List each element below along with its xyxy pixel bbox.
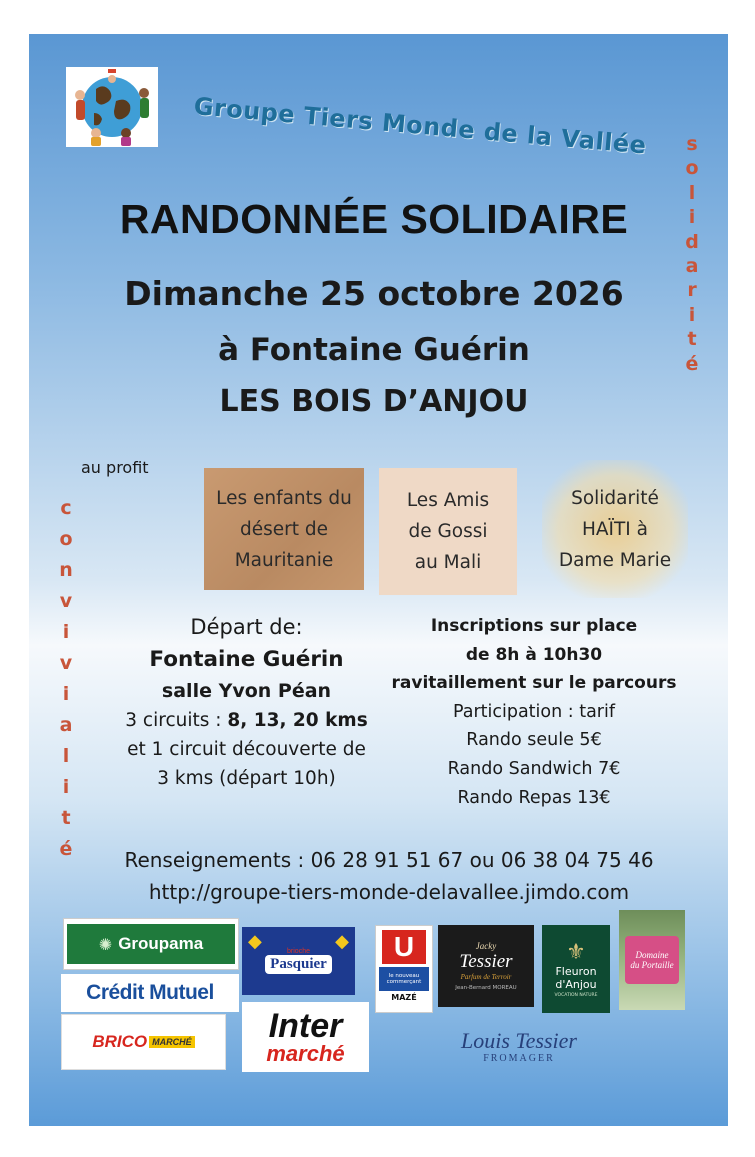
poster bbox=[29, 34, 728, 1126]
sponsor-fleuron-anjou bbox=[542, 925, 610, 1013]
event-date: Dimanche 25 octobre 2026 bbox=[124, 274, 624, 313]
vertical-word-convivialite bbox=[54, 493, 78, 865]
contact-block bbox=[89, 844, 689, 908]
discovery-line-1: et 1 circuit découverte de bbox=[127, 739, 366, 760]
pasquier-brioche-label: brioche bbox=[287, 948, 310, 955]
beneficiary-line: Solidarité bbox=[571, 487, 659, 509]
departure-block bbox=[109, 611, 384, 793]
sponsor-pasquier bbox=[242, 927, 355, 995]
organization-name: Groupe Tiers Monde de la Vallée bbox=[192, 92, 648, 160]
inter-label: Inter bbox=[268, 1007, 343, 1045]
letter: l bbox=[688, 181, 696, 204]
event-place: à Fontaine Guérin bbox=[218, 332, 530, 368]
letter: o bbox=[59, 528, 73, 550]
tessier-tagline: Parfum de Terroir bbox=[460, 973, 512, 981]
departure-hall: salle Yvon Péan bbox=[161, 680, 332, 702]
pasquier-diamond-icon: ◆ bbox=[335, 931, 349, 952]
fleur-de-lis-icon: ⚜ bbox=[566, 939, 586, 965]
sponsor-credit-mutuel bbox=[61, 974, 239, 1012]
fleuron-label-1: Fleuron bbox=[555, 964, 597, 978]
louis-tessier-label: Louis Tessier bbox=[461, 1027, 577, 1053]
letter: i bbox=[62, 683, 70, 705]
event-commune: LES BOIS D’ANJOU bbox=[219, 384, 529, 419]
letter: s bbox=[686, 133, 698, 155]
u-place: MAZÉ bbox=[391, 993, 417, 1002]
letter: i bbox=[62, 621, 70, 643]
beneficiary-line: HAÏTI à bbox=[581, 518, 648, 540]
tessier-owner: Jean-Bernard MOREAU bbox=[455, 985, 517, 991]
event-title: RANDONNÉE SOLIDAIRE bbox=[119, 196, 629, 242]
contact-url[interactable]: http://groupe-tiers-monde-delavallee.jimdo.com bbox=[148, 880, 630, 904]
circuits-prefix: 3 circuits : bbox=[125, 710, 228, 731]
letter: t bbox=[687, 328, 697, 351]
beneficiary-line: Mauritanie bbox=[234, 549, 334, 571]
portaille-label-2: du Portaille bbox=[630, 960, 674, 970]
sponsor-intermarche bbox=[242, 1002, 369, 1072]
letter: a bbox=[59, 714, 73, 736]
sponsor-groupama bbox=[63, 918, 239, 970]
marche-label: marché bbox=[266, 1041, 345, 1066]
beneficiary-haiti bbox=[542, 460, 688, 598]
letter: i bbox=[688, 303, 696, 326]
registration-line-3: ravitaillement sur le parcours bbox=[391, 673, 677, 693]
letter: é bbox=[685, 352, 699, 375]
letter: i bbox=[688, 206, 696, 229]
departure-label: Départ de: bbox=[190, 615, 303, 639]
brico-marche-label: MARCHÉ bbox=[149, 1036, 195, 1048]
letter: n bbox=[59, 559, 73, 581]
letter: a bbox=[685, 255, 699, 278]
price-line: Rando Repas 13€ bbox=[457, 787, 611, 808]
registration-line-2: de 8h à 10h30 bbox=[465, 644, 603, 665]
price-line: Rando seule 5€ bbox=[466, 730, 602, 751]
au-profit-label: au profit bbox=[81, 458, 149, 477]
letter: c bbox=[60, 497, 72, 519]
letter: t bbox=[61, 807, 71, 829]
discovery-line-2: 3 kms (départ 10h) bbox=[157, 768, 336, 789]
registration-block bbox=[369, 612, 699, 813]
sponsor-jacky-tessier bbox=[438, 925, 534, 1007]
tessier-first-name: Jacky bbox=[475, 941, 497, 951]
pasquier-diamond-icon: ◆ bbox=[248, 931, 262, 952]
sponsor-domaine-portaille bbox=[619, 910, 685, 1010]
portaille-sign bbox=[625, 936, 679, 984]
beneficiary-line: désert de bbox=[239, 518, 328, 540]
letter: v bbox=[59, 590, 73, 612]
letter: é bbox=[59, 838, 73, 860]
pasquier-label: Pasquier bbox=[265, 955, 332, 974]
groupama-label: Groupama bbox=[118, 934, 204, 953]
beneficiary-line: Dame Marie bbox=[558, 549, 672, 571]
beneficiary-gossi bbox=[379, 468, 517, 595]
portaille-label-1: Domaine bbox=[635, 950, 669, 960]
letter: o bbox=[685, 157, 699, 180]
letter: v bbox=[59, 652, 73, 674]
fleuron-tagline: VOCATION NATURE bbox=[554, 992, 598, 998]
departure-town: Fontaine Guérin bbox=[149, 647, 344, 672]
credit-mutuel-label: Crédit Mutuel bbox=[86, 981, 214, 1004]
brico-label: BRICO bbox=[92, 1032, 148, 1051]
letter: r bbox=[687, 279, 697, 302]
contact-phones: Renseignements : 06 28 91 51 67 ou 06 38 04 75 46 bbox=[124, 848, 654, 872]
tessier-name: Tessier bbox=[459, 951, 513, 972]
beneficiary-line: Les enfants du bbox=[216, 487, 352, 509]
circuits-line bbox=[109, 706, 384, 735]
fromager-label: FROMAGER bbox=[483, 1052, 555, 1064]
groupama-logo bbox=[67, 924, 235, 964]
globe-icon bbox=[66, 67, 158, 147]
participation-label: Participation : tarif bbox=[452, 701, 616, 722]
sponsor-brico-marche bbox=[61, 1014, 226, 1070]
sponsor-louis-tessier bbox=[424, 1024, 614, 1068]
letter: i bbox=[62, 776, 70, 798]
u-logo-icon: U bbox=[382, 930, 426, 964]
letter: l bbox=[62, 745, 70, 767]
price-line: Rando Sandwich 7€ bbox=[447, 759, 621, 780]
globe-logo bbox=[66, 67, 158, 147]
fleuron-label-2: d'Anjou bbox=[555, 977, 597, 991]
sponsor-super-u bbox=[375, 925, 433, 1013]
beneficiary-line: de Gossi bbox=[408, 521, 488, 542]
beneficiary-mauritanie bbox=[204, 468, 364, 590]
registration-line-1: Inscriptions sur place bbox=[430, 616, 638, 636]
groupama-leaf-icon: ✺ bbox=[98, 934, 113, 954]
u-tagline: le nouveau commerçant bbox=[379, 967, 429, 991]
beneficiary-line: Les Amis bbox=[406, 490, 490, 511]
circuits-values: 8, 13, 20 kms bbox=[227, 710, 368, 731]
beneficiary-line: au Mali bbox=[414, 552, 482, 573]
letter: d bbox=[685, 230, 699, 253]
